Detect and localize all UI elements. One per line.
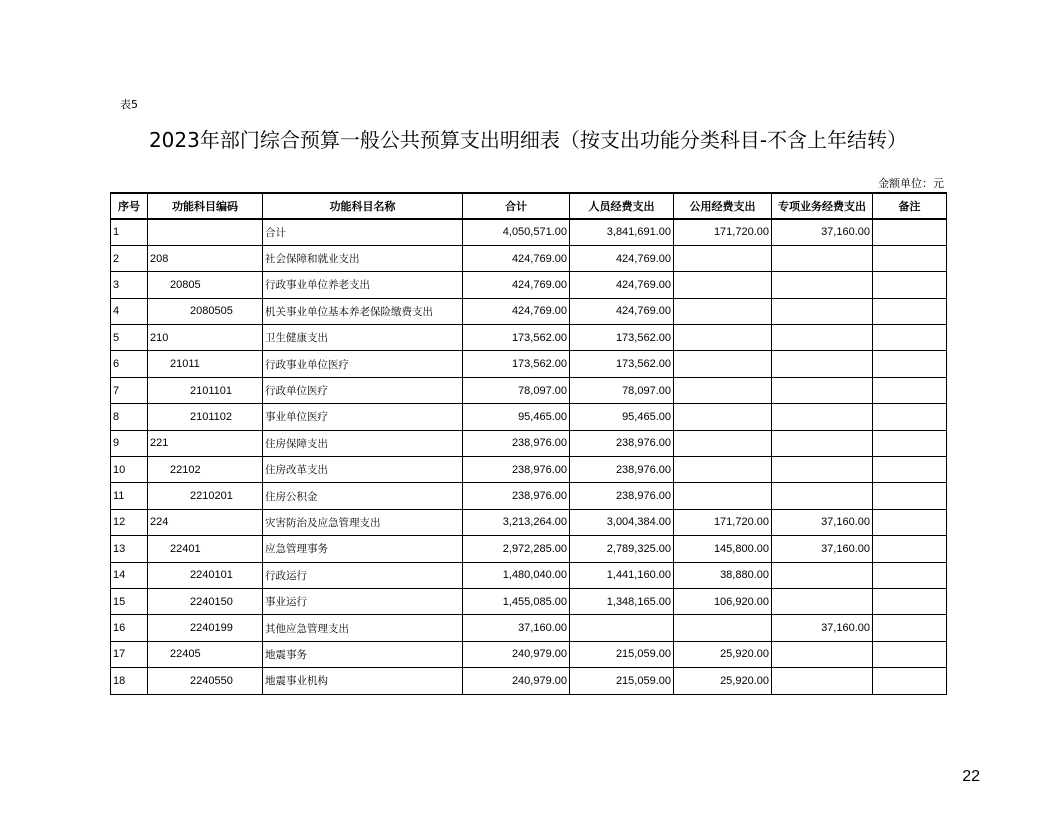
cell-name: 地震事务 — [263, 641, 463, 667]
cell-public — [674, 615, 772, 641]
header-public: 公用经费支出 — [674, 193, 772, 219]
table-label: 表5 — [120, 98, 138, 111]
cell-public: 38,880.00 — [674, 562, 772, 588]
cell-code: 2101102 — [148, 404, 263, 430]
table-row — [111, 430, 947, 456]
table-row — [111, 219, 947, 245]
table-row — [111, 509, 947, 535]
cell-personnel: 1,441,160.00 — [570, 562, 674, 588]
cell-personnel: 215,059.00 — [570, 641, 674, 667]
cell-code: 2240550 — [148, 668, 263, 694]
cell-code: 221 — [148, 430, 263, 456]
cell-name: 地震事业机构 — [263, 668, 463, 694]
cell-special — [772, 351, 873, 377]
cell-remarks — [873, 298, 947, 324]
header-special: 专项业务经费支出 — [772, 193, 873, 219]
cell-public — [674, 404, 772, 430]
table-row — [111, 536, 947, 562]
cell-seq: 13 — [111, 536, 148, 562]
table-row — [111, 641, 947, 667]
cell-code: 2240101 — [148, 562, 263, 588]
cell-total: 3,213,264.00 — [463, 509, 570, 535]
cell-personnel: 424,769.00 — [570, 298, 674, 324]
cell-total: 1,480,040.00 — [463, 562, 570, 588]
cell-special — [772, 272, 873, 298]
table-row — [111, 272, 947, 298]
header-remarks: 备注 — [873, 193, 947, 219]
header-total: 合计 — [463, 193, 570, 219]
page-number: 22 — [962, 768, 980, 785]
cell-remarks — [873, 668, 947, 694]
cell-name: 应急管理事务 — [263, 536, 463, 562]
table-row — [111, 562, 947, 588]
table-body — [111, 219, 947, 694]
cell-special — [772, 298, 873, 324]
cell-seq: 10 — [111, 457, 148, 483]
cell-code: 21011 — [148, 351, 263, 377]
cell-seq: 6 — [111, 351, 148, 377]
cell-total: 424,769.00 — [463, 298, 570, 324]
cell-public: 171,720.00 — [674, 219, 772, 245]
table-row — [111, 351, 947, 377]
cell-special: 37,160.00 — [772, 509, 873, 535]
cell-code — [148, 219, 263, 245]
table-row — [111, 325, 947, 351]
cell-total: 173,562.00 — [463, 325, 570, 351]
cell-name: 行政运行 — [263, 562, 463, 588]
cell-special — [772, 245, 873, 271]
cell-personnel: 95,465.00 — [570, 404, 674, 430]
cell-name: 住房改革支出 — [263, 457, 463, 483]
cell-code: 224 — [148, 509, 263, 535]
cell-name: 住房公积金 — [263, 483, 463, 509]
cell-personnel: 424,769.00 — [570, 272, 674, 298]
cell-name: 社会保障和就业支出 — [263, 245, 463, 271]
cell-total: 37,160.00 — [463, 615, 570, 641]
table-row — [111, 298, 947, 324]
cell-personnel: 3,841,691.00 — [570, 219, 674, 245]
cell-public — [674, 430, 772, 456]
cell-code: 2210201 — [148, 483, 263, 509]
cell-code: 208 — [148, 245, 263, 271]
cell-total: 424,769.00 — [463, 272, 570, 298]
cell-seq: 15 — [111, 588, 148, 614]
cell-remarks — [873, 483, 947, 509]
cell-name: 行政单位医疗 — [263, 377, 463, 403]
cell-personnel: 238,976.00 — [570, 457, 674, 483]
cell-seq: 1 — [111, 219, 148, 245]
table-row — [111, 404, 947, 430]
cell-name: 卫生健康支出 — [263, 325, 463, 351]
cell-remarks — [873, 430, 947, 456]
cell-public: 106,920.00 — [674, 588, 772, 614]
cell-total: 240,979.00 — [463, 641, 570, 667]
cell-code: 2080505 — [148, 298, 263, 324]
header-personnel: 人员经费支出 — [570, 193, 674, 219]
cell-special — [772, 377, 873, 403]
cell-remarks — [873, 325, 947, 351]
cell-public — [674, 483, 772, 509]
cell-remarks — [873, 245, 947, 271]
cell-name: 行政事业单位养老支出 — [263, 272, 463, 298]
cell-special: 37,160.00 — [772, 615, 873, 641]
cell-seq: 5 — [111, 325, 148, 351]
cell-special — [772, 325, 873, 351]
cell-remarks — [873, 351, 947, 377]
cell-total: 4,050,571.00 — [463, 219, 570, 245]
cell-total: 240,979.00 — [463, 668, 570, 694]
cell-seq: 18 — [111, 668, 148, 694]
cell-total: 238,976.00 — [463, 457, 570, 483]
cell-name: 合计 — [263, 219, 463, 245]
cell-code: 20805 — [148, 272, 263, 298]
cell-seq: 11 — [111, 483, 148, 509]
cell-seq: 8 — [111, 404, 148, 430]
table-row — [111, 245, 947, 271]
cell-public — [674, 377, 772, 403]
cell-seq: 4 — [111, 298, 148, 324]
cell-name: 事业单位医疗 — [263, 404, 463, 430]
cell-remarks — [873, 536, 947, 562]
table-row — [111, 483, 947, 509]
cell-seq: 2 — [111, 245, 148, 271]
cell-special: 37,160.00 — [772, 219, 873, 245]
cell-personnel: 238,976.00 — [570, 430, 674, 456]
budget-table — [110, 192, 947, 695]
cell-code: 2101101 — [148, 377, 263, 403]
cell-seq: 12 — [111, 509, 148, 535]
cell-public: 145,800.00 — [674, 536, 772, 562]
cell-special — [772, 588, 873, 614]
cell-total: 173,562.00 — [463, 351, 570, 377]
cell-code: 22401 — [148, 536, 263, 562]
cell-code: 210 — [148, 325, 263, 351]
cell-seq: 3 — [111, 272, 148, 298]
cell-public — [674, 457, 772, 483]
table-row — [111, 588, 947, 614]
cell-remarks — [873, 562, 947, 588]
cell-personnel: 1,348,165.00 — [570, 588, 674, 614]
header-code: 功能科目编码 — [148, 193, 263, 219]
cell-remarks — [873, 588, 947, 614]
cell-special — [772, 457, 873, 483]
cell-seq: 7 — [111, 377, 148, 403]
cell-remarks — [873, 457, 947, 483]
cell-total: 238,976.00 — [463, 483, 570, 509]
cell-special — [772, 404, 873, 430]
table-header-row — [111, 193, 947, 219]
cell-personnel: 238,976.00 — [570, 483, 674, 509]
page-title: 2023年部门综合预算一般公共预算支出明细表（按支出功能分类科目-不含上年结转） — [148, 128, 908, 152]
cell-code: 2240150 — [148, 588, 263, 614]
cell-personnel: 78,097.00 — [570, 377, 674, 403]
cell-name: 其他应急管理支出 — [263, 615, 463, 641]
cell-remarks — [873, 272, 947, 298]
cell-special — [772, 483, 873, 509]
cell-seq: 16 — [111, 615, 148, 641]
cell-public — [674, 298, 772, 324]
table-row — [111, 377, 947, 403]
cell-total: 2,972,285.00 — [463, 536, 570, 562]
cell-remarks — [873, 404, 947, 430]
header-name: 功能科目名称 — [263, 193, 463, 219]
cell-remarks — [873, 641, 947, 667]
cell-personnel: 3,004,384.00 — [570, 509, 674, 535]
cell-public: 171,720.00 — [674, 509, 772, 535]
cell-personnel: 424,769.00 — [570, 245, 674, 271]
unit-note: 金额单位：元 — [878, 177, 944, 190]
cell-public — [674, 325, 772, 351]
cell-total: 424,769.00 — [463, 245, 570, 271]
table-row — [111, 457, 947, 483]
cell-public — [674, 351, 772, 377]
cell-special — [772, 430, 873, 456]
cell-remarks — [873, 615, 947, 641]
cell-personnel: 215,059.00 — [570, 668, 674, 694]
table-row — [111, 668, 947, 694]
cell-special — [772, 562, 873, 588]
cell-remarks — [873, 377, 947, 403]
cell-special: 37,160.00 — [772, 536, 873, 562]
cell-remarks — [873, 219, 947, 245]
cell-name: 机关事业单位基本养老保险缴费支出 — [263, 298, 463, 324]
cell-name: 灾害防治及应急管理支出 — [263, 509, 463, 535]
cell-seq: 14 — [111, 562, 148, 588]
cell-code: 22102 — [148, 457, 263, 483]
cell-public — [674, 272, 772, 298]
cell-seq: 9 — [111, 430, 148, 456]
cell-total: 238,976.00 — [463, 430, 570, 456]
table-row — [111, 615, 947, 641]
cell-personnel: 2,789,325.00 — [570, 536, 674, 562]
cell-public: 25,920.00 — [674, 668, 772, 694]
cell-personnel: 173,562.00 — [570, 351, 674, 377]
cell-total: 1,455,085.00 — [463, 588, 570, 614]
cell-name: 住房保障支出 — [263, 430, 463, 456]
cell-total: 95,465.00 — [463, 404, 570, 430]
cell-personnel: 173,562.00 — [570, 325, 674, 351]
cell-seq: 17 — [111, 641, 148, 667]
header-seq: 序号 — [111, 193, 148, 219]
cell-personnel — [570, 615, 674, 641]
cell-special — [772, 668, 873, 694]
cell-special — [772, 641, 873, 667]
cell-name: 事业运行 — [263, 588, 463, 614]
cell-code: 2240199 — [148, 615, 263, 641]
cell-code: 22405 — [148, 641, 263, 667]
cell-remarks — [873, 509, 947, 535]
cell-public — [674, 245, 772, 271]
cell-public: 25,920.00 — [674, 641, 772, 667]
cell-name: 行政事业单位医疗 — [263, 351, 463, 377]
cell-total: 78,097.00 — [463, 377, 570, 403]
